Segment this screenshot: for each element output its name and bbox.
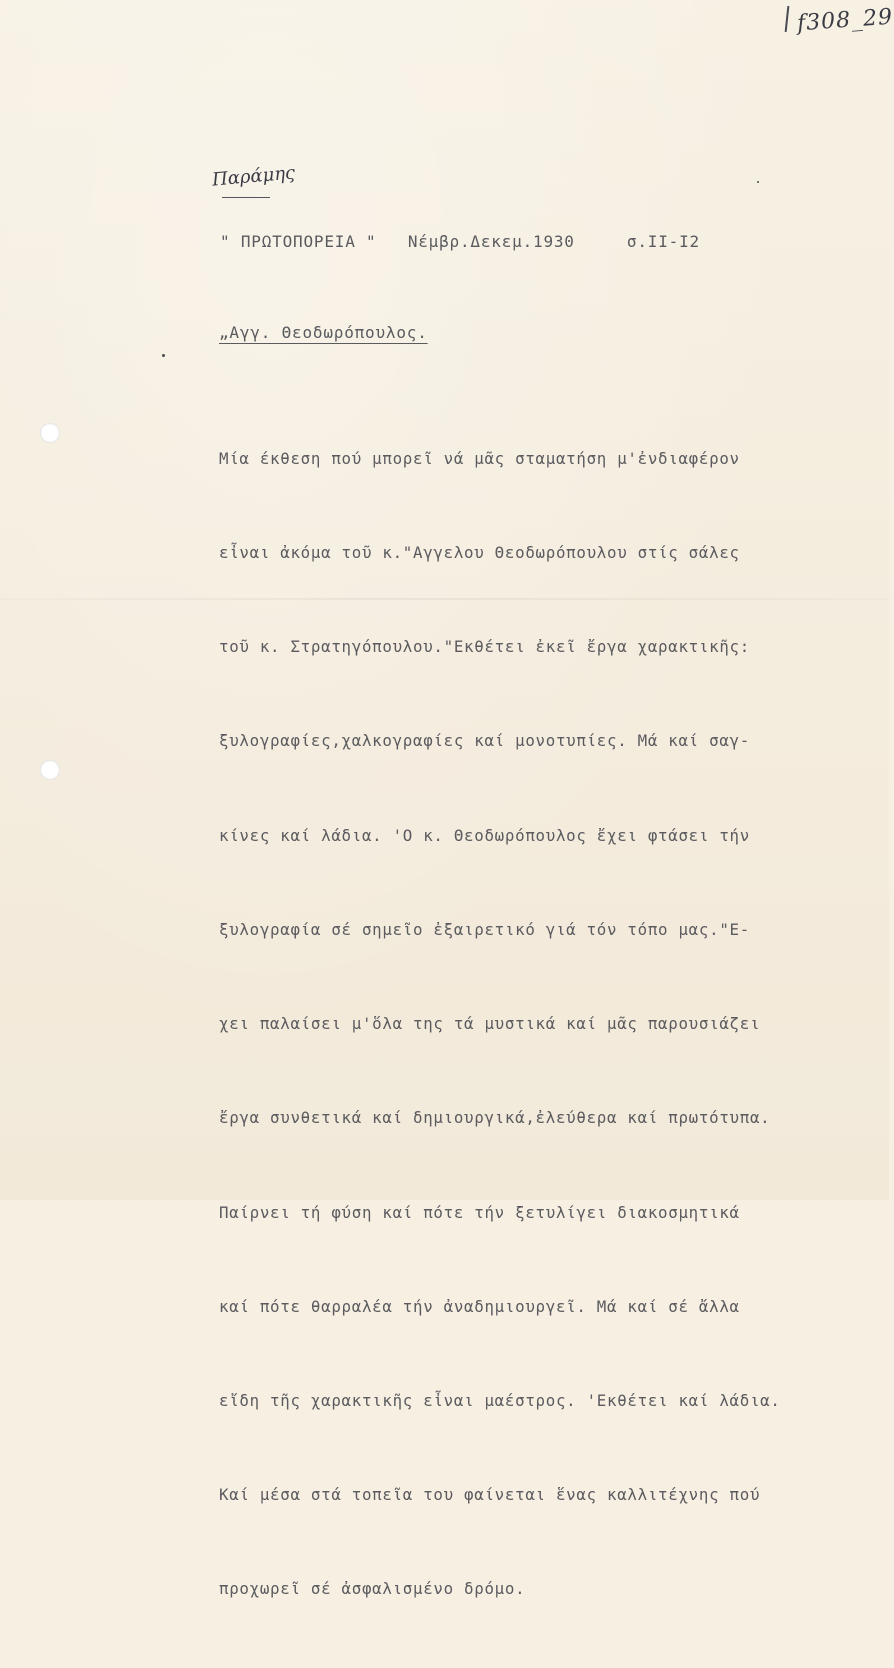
handwritten-author: Παράμης bbox=[211, 162, 296, 191]
page-reference: σ.ΙΙ-Ι2 bbox=[626, 232, 700, 251]
body-line: ἔργα συνθετικά καί δημιουργικά,ἐλεύθερα καί πρωτότυπα. bbox=[219, 1108, 771, 1128]
publication-title: " ΠΡΩΤΟΠΟΡΕΙΑ " bbox=[220, 232, 377, 251]
ink-speck bbox=[162, 354, 165, 357]
author-underline bbox=[222, 197, 270, 198]
body-line: κίνες καί λάδια. 'Ο κ. Θεοδωρόπουλος ἔχει φτάσει τήν bbox=[219, 825, 750, 845]
body-line: τοῦ κ. Στρατηγόπουλου."Εκθέτει ἐκεῖ ἔργα χαρακτικῆς: bbox=[219, 637, 750, 657]
body-line: καί πότε θαρραλέα τήν ἀναδημιουργεῖ. Μά καί σέ ἄλλα bbox=[219, 1296, 740, 1316]
publication-date: Νέμβρ.Δεκεμ.1930 bbox=[407, 232, 575, 251]
archive-mark-stroke bbox=[785, 6, 790, 32]
body-line: Καί μέσα στά τοπεῖα του φαίνεται ἕνας καλλιτέχνης πού bbox=[219, 1485, 761, 1505]
body-line: προχωρεῖ σέ ἀσφαλισμένο δρόμο. bbox=[219, 1579, 526, 1599]
body-line: ξυλογραφίες,χαλκογραφίες καί μονοτυπίες. Μά καί σαγ- bbox=[219, 731, 750, 751]
article-subject: „Αγγ. Θεοδωρόπουλος. bbox=[219, 323, 428, 342]
body-line: εἴδη τῆς χαρακτικῆς εἶναι μαέστρος. 'Εκθέτει καί λάδια. bbox=[219, 1391, 781, 1410]
archive-reference: f308_29 bbox=[796, 4, 894, 37]
body-line: ξυλογραφία σέ σημεῖο ἐξαιρετικό γιά τόν τόπο μας."Ε- bbox=[219, 919, 750, 939]
punch-hole-bottom bbox=[40, 760, 60, 780]
ink-speck bbox=[757, 181, 759, 183]
body-line: Μία έκθεση πού μπορεῖ νά μᾶς σταματήση μ'ἐνδιαφέρον bbox=[219, 448, 740, 468]
punch-hole-top bbox=[40, 423, 60, 443]
body-line: χει παλαίσει μ'ὅλα της τά μυστικά καί μᾶς παρουσιάζει bbox=[219, 1014, 761, 1034]
body-line: εἶναι ἀκόμα τοῦ κ."Αγγελου Θεοδωρόπουλου στίς σάλες bbox=[219, 543, 740, 563]
body-line: Παίρνει τή φύση καί πότε τήν ξετυλίγει διακοσμητικά bbox=[219, 1202, 740, 1222]
publication-header bbox=[220, 232, 700, 251]
article-body bbox=[219, 380, 781, 1668]
